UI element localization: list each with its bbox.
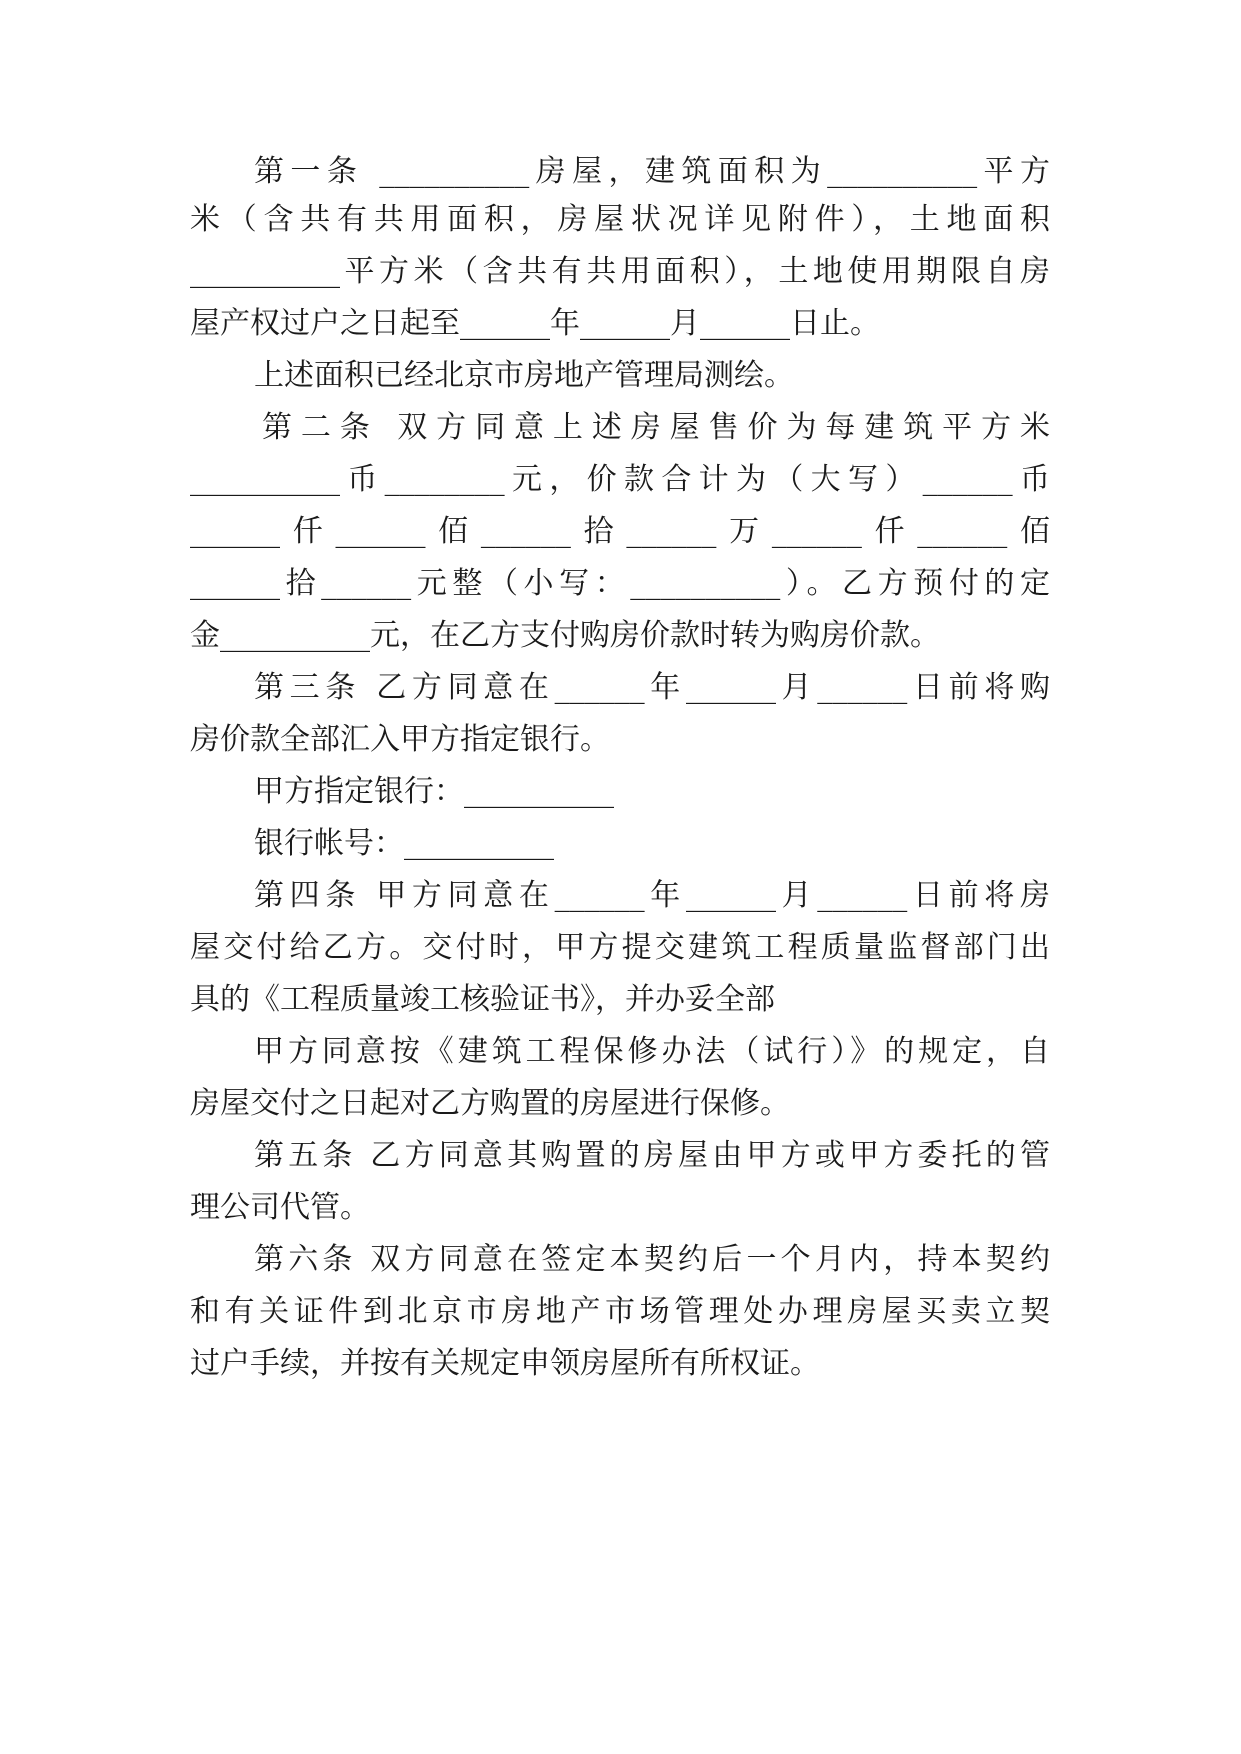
article-1-line-1: 第一条 __________房屋，建筑面积为__________平方	[254, 154, 1050, 189]
article-6-line-1: 第六条 双方同意在签定本契约后一个月内，持本契约	[254, 1242, 1050, 1277]
article-2-line-2: __________币________元，价款合计为（大写）______币	[190, 462, 1050, 497]
article-2-line-1: 第二条 双方同意上述房屋售价为每建筑平方米	[262, 410, 1050, 445]
article-1-line-3: __________平方米（含共有共用面积），土地使用期限自房	[190, 254, 1050, 289]
bank-account: 银行帐号：__________	[254, 826, 554, 861]
article-6-line-3: 过户手续，并按有关规定申领房屋所有所权证。	[190, 1346, 820, 1381]
article-5-line-1: 第五条 乙方同意其购置的房屋由甲方或甲方委托的管	[254, 1138, 1050, 1173]
designated-bank: 甲方指定银行：__________	[254, 774, 614, 809]
warranty-line-2: 房屋交付之日起对乙方购置的房屋进行保修。	[190, 1086, 790, 1121]
article-2-line-3: ______仟______佰______拾______万______仟______佰	[190, 514, 1050, 549]
article-5-line-2: 理公司代管。	[190, 1190, 370, 1225]
article-2-line-4: ______拾______元整（小写：__________）。乙方预付的定	[190, 566, 1050, 601]
article-3-line-1: 第三条 乙方同意在______年______月______日前将购	[254, 670, 1050, 705]
article-1-line-2: 米（含共有共用面积，房屋状况详见附件），土地面积	[190, 202, 1050, 237]
survey-note: 上述面积已经北京市房地产管理局测绘。	[254, 358, 794, 393]
article-4-line-2: 屋交付给乙方。交付时，甲方提交建筑工程质量监督部门出	[190, 930, 1050, 965]
article-1-line-4: 屋产权过户之日起至______年______月______日止。	[190, 306, 880, 341]
article-2-line-5: 金__________元，在乙方支付购房价款时转为购房价款。	[190, 618, 940, 653]
warranty-line-1: 甲方同意按《建筑工程保修办法（试行）》的规定，自	[254, 1034, 1050, 1069]
article-4-line-3: 具的《工程质量竣工核验证书》，并办妥全部	[190, 982, 775, 1017]
article-3-line-2: 房价款全部汇入甲方指定银行。	[190, 722, 610, 757]
article-6-line-2: 和有关证件到北京市房地产市场管理处办理房屋买卖立契	[190, 1294, 1050, 1329]
article-4-line-1: 第四条 甲方同意在______年______月______日前将房	[254, 878, 1050, 913]
